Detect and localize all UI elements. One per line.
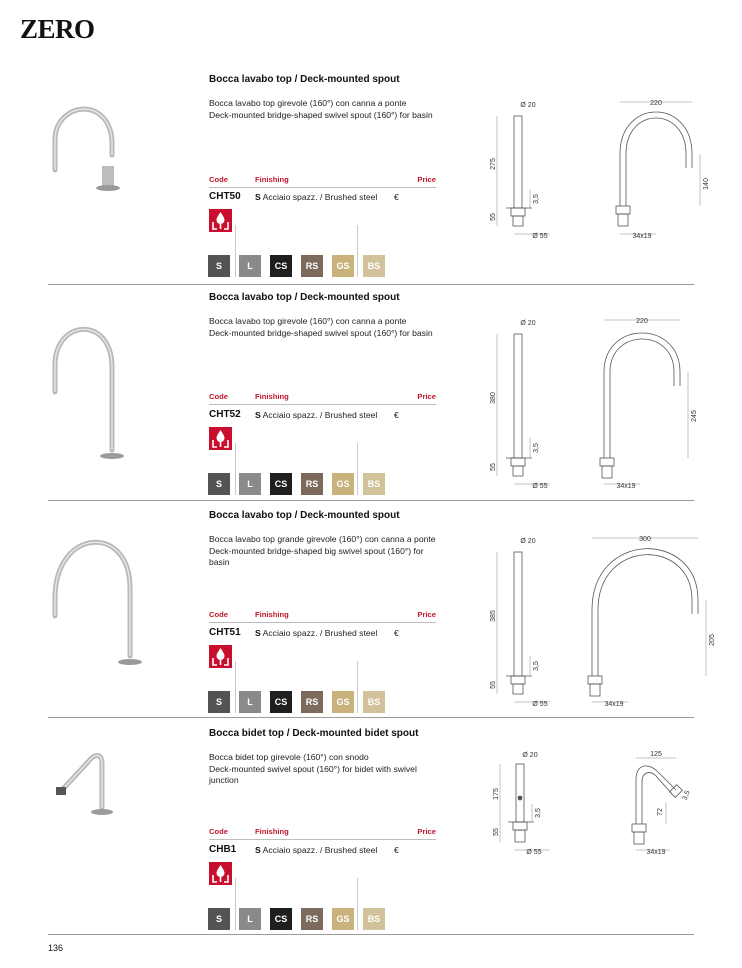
product-title: Bocca lavabo top / Deck-mounted spout — [209, 510, 400, 521]
header-code: Code — [209, 610, 228, 619]
dim-thread: 3,5 — [533, 443, 540, 453]
section-divider — [48, 284, 694, 285]
finishing-value — [255, 845, 377, 855]
finishing-text: Acciaio spazz. / Brushed steel — [262, 845, 378, 855]
description-english: Deck-mounted swivel spout (160°) for bidet with swivel junction — [209, 764, 417, 785]
dim-base-height: 55 — [493, 828, 500, 836]
dim-reach: 125 — [650, 751, 662, 758]
dim-base-height: 55 — [490, 213, 497, 221]
section-divider — [48, 717, 694, 718]
swatch-bs[interactable]: BS — [363, 473, 385, 495]
finishing-text: Acciaio spazz. / Brushed steel — [262, 410, 378, 420]
dim-height: 385 — [490, 610, 497, 622]
header-finishing: Finishing — [255, 610, 289, 619]
header-rule — [209, 622, 436, 623]
swatch-s[interactable]: S — [208, 908, 230, 930]
price-currency: € — [394, 410, 399, 420]
product-description — [209, 98, 439, 123]
dim-reach: 220 — [650, 100, 662, 107]
description-english: Deck-mounted bridge-shaped swivel spout (160°) for basin — [209, 328, 433, 339]
finishing-value — [255, 628, 377, 638]
product-photo-cht52 — [30, 310, 180, 465]
water-saving-icon — [209, 209, 232, 232]
footer-rule — [48, 934, 694, 935]
dim-height: 380 — [490, 392, 497, 404]
finishing-letter: S — [255, 845, 261, 855]
finishing-letter: S — [255, 192, 261, 202]
dim-diameter-top: Ø 20 — [520, 102, 536, 109]
product-description — [209, 752, 439, 787]
dim-diameter-top: Ø 20 — [520, 538, 536, 545]
dim-diameter-base: Ø 55 — [532, 233, 548, 240]
dim-thread: 3,5 — [533, 661, 540, 671]
swatch-cs[interactable]: CS — [270, 908, 292, 930]
swatch-cs[interactable]: CS — [270, 255, 292, 277]
dim-diameter-top: Ø 20 — [520, 320, 536, 327]
description-italian: Bocca bidet top girevole (160°) con snodo — [209, 752, 369, 762]
finishing-value — [255, 410, 377, 420]
dim-diameter-base: Ø 55 — [532, 483, 548, 490]
dim-joint-angle: 3,5 — [681, 789, 692, 802]
header-finishing: Finishing — [255, 392, 289, 401]
dim-thread: 3,5 — [533, 194, 540, 204]
water-saving-icon — [209, 645, 232, 668]
finishing-letter: S — [255, 628, 261, 638]
technical-drawing-chb1 — [470, 746, 730, 862]
swatch-cs[interactable]: CS — [270, 473, 292, 495]
swatch-cs[interactable]: CS — [270, 691, 292, 713]
brand-logo: ZERO — [20, 14, 95, 44]
header-finishing: Finishing — [255, 827, 289, 836]
product-photo-cht50 — [30, 95, 180, 205]
dim-base-size: 34x19 — [604, 701, 624, 708]
finishing-value — [255, 192, 377, 202]
water-saving-icon — [209, 427, 232, 450]
price-currency: € — [394, 845, 399, 855]
swatch-s[interactable]: S — [208, 255, 230, 277]
swatch-rs[interactable]: RS — [301, 691, 323, 713]
dim-base-height: 55 — [490, 681, 497, 689]
swatch-rs[interactable]: RS — [301, 908, 323, 930]
dim-spout-height: 205 — [709, 634, 716, 646]
swatch-bs[interactable]: BS — [363, 691, 385, 713]
dim-height: 175 — [493, 788, 500, 800]
product-code: CHT52 — [209, 409, 241, 420]
header-price: Price — [417, 175, 436, 184]
description-italian: Bocca lavabo top girevole (160°) con canna a ponte — [209, 98, 407, 108]
technical-drawing-cht51 — [470, 530, 730, 712]
dim-base-size: 34x19 — [632, 233, 652, 240]
description-english: Deck-mounted bridge-shaped big swivel spout (160°) for basin — [209, 546, 424, 567]
dim-diameter-base: Ø 55 — [526, 849, 542, 856]
product-description — [209, 534, 439, 569]
header-rule — [209, 839, 436, 840]
dim-thread: 3,5 — [535, 808, 542, 818]
swatch-rs[interactable]: RS — [301, 473, 323, 495]
swatch-gs[interactable]: GS — [332, 691, 354, 713]
description-italian: Bocca lavabo top grande girevole (160°) con canna a ponte — [209, 534, 436, 544]
product-photo-chb1 — [30, 742, 180, 817]
price-currency: € — [394, 192, 399, 202]
swatch-l[interactable]: L — [239, 691, 261, 713]
swatch-l[interactable]: L — [239, 908, 261, 930]
product-code: CHT50 — [209, 191, 241, 202]
swatch-gs[interactable]: GS — [332, 473, 354, 495]
dim-spout-height: 72 — [657, 808, 664, 816]
section-divider — [48, 500, 694, 501]
finishing-letter: S — [255, 410, 261, 420]
header-code: Code — [209, 392, 228, 401]
description-english: Deck-mounted bridge-shaped swivel spout (160°) for basin — [209, 110, 433, 121]
water-saving-icon — [209, 862, 232, 885]
swatch-s[interactable]: S — [208, 473, 230, 495]
dim-spout-height: 140 — [703, 178, 710, 190]
header-code: Code — [209, 827, 228, 836]
dim-diameter-base: Ø 55 — [532, 701, 548, 708]
header-price: Price — [417, 827, 436, 836]
dim-base-size: 34x19 — [616, 483, 636, 490]
swatch-l[interactable]: L — [239, 255, 261, 277]
dim-diameter-top: Ø 20 — [522, 752, 538, 759]
technical-drawing-cht52 — [470, 312, 730, 494]
header-price: Price — [417, 392, 436, 401]
swatch-rs[interactable]: RS — [301, 255, 323, 277]
header-finishing: Finishing — [255, 175, 289, 184]
dim-reach: 220 — [636, 318, 648, 325]
dim-spout-height: 245 — [691, 410, 698, 422]
product-title: Bocca lavabo top / Deck-mounted spout — [209, 292, 400, 303]
swatch-l[interactable]: L — [239, 473, 261, 495]
swatch-s[interactable]: S — [208, 691, 230, 713]
dim-base-height: 55 — [490, 463, 497, 471]
swatch-bs[interactable]: BS — [363, 255, 385, 277]
header-rule — [209, 404, 436, 405]
technical-drawing-cht50 — [470, 94, 730, 246]
description-italian: Bocca lavabo top girevole (160°) con canna a ponte — [209, 316, 407, 326]
dim-height: 275 — [490, 158, 497, 170]
product-code: CHT51 — [209, 627, 241, 638]
product-title: Bocca bidet top / Deck-mounted bidet spout — [209, 728, 419, 739]
price-currency: € — [394, 628, 399, 638]
product-description — [209, 316, 439, 341]
header-rule — [209, 187, 436, 188]
product-photo-cht51 — [30, 528, 180, 673]
header-code: Code — [209, 175, 228, 184]
product-title: Bocca lavabo top / Deck-mounted spout — [209, 74, 400, 85]
swatch-gs[interactable]: GS — [332, 908, 354, 930]
header-price: Price — [417, 610, 436, 619]
swatch-bs[interactable]: BS — [363, 908, 385, 930]
finishing-text: Acciaio spazz. / Brushed steel — [262, 628, 378, 638]
finishing-text: Acciaio spazz. / Brushed steel — [262, 192, 378, 202]
page-number: 136 — [48, 943, 64, 953]
dim-reach: 300 — [639, 536, 651, 543]
swatch-gs[interactable]: GS — [332, 255, 354, 277]
product-code: CHB1 — [209, 844, 237, 855]
dim-base-size: 34x19 — [646, 849, 666, 856]
